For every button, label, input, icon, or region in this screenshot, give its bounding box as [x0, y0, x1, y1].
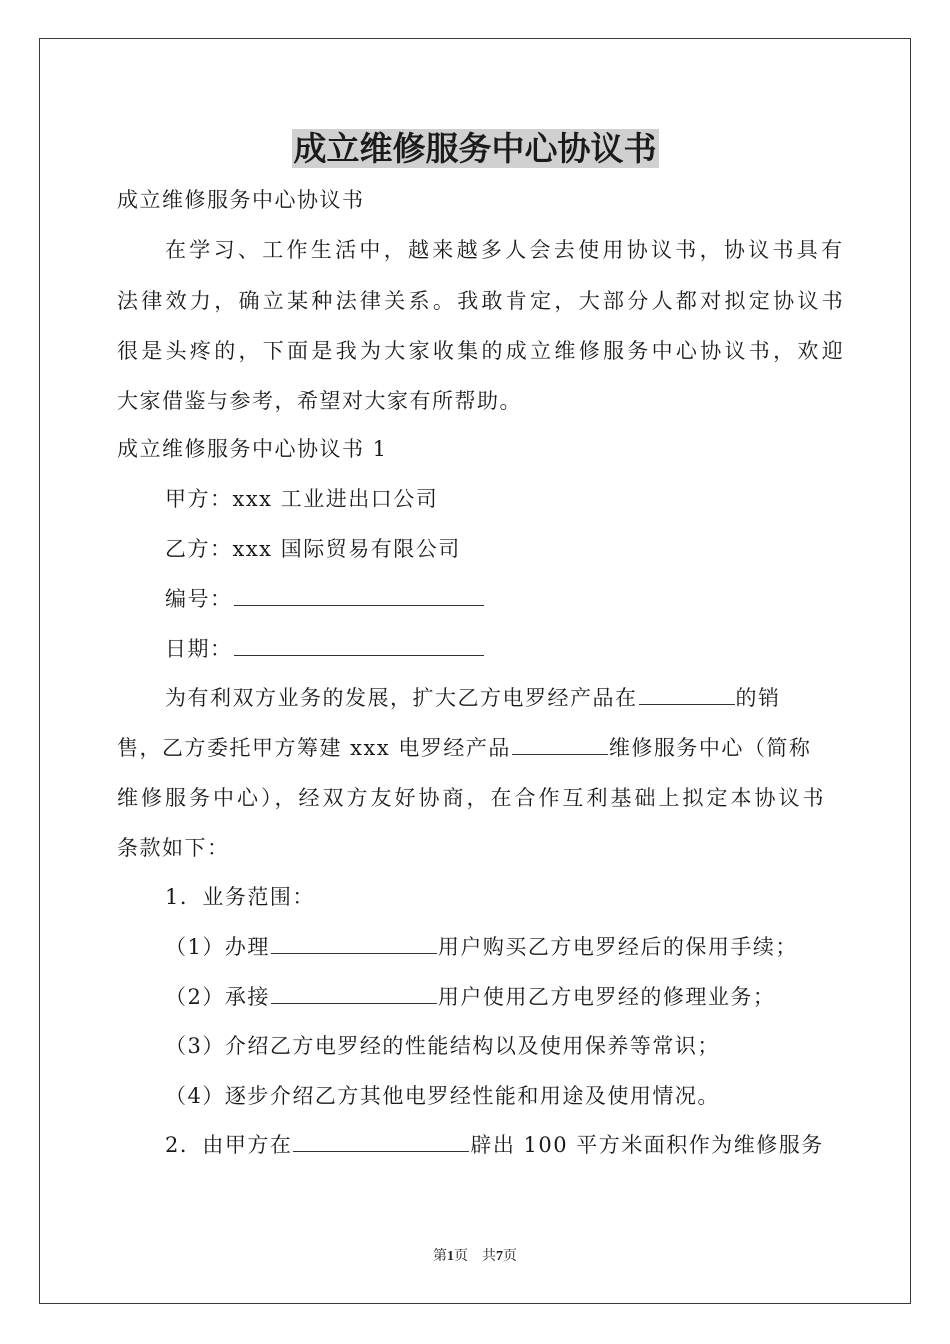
- scope-item-3: （3）介绍乙方电罗经的性能结构以及使用保养等常识；: [165, 1034, 720, 1058]
- para1-line-4: 条款如下：: [117, 836, 230, 860]
- scope-2-blank: [271, 983, 437, 1004]
- page-footer: 第1页 共7页: [433, 1249, 517, 1264]
- location-blank: [293, 1131, 469, 1152]
- page-border: [39, 38, 911, 1304]
- scope-item-4: （4）逐步介绍乙方其他电罗经性能和用途及使用情况。: [165, 1084, 720, 1108]
- intro-line-2: 法律效力，确立某种法律关系。我敢肯定，大部分人都对拟定协议书: [117, 289, 846, 313]
- number-label: 编号：: [165, 587, 233, 611]
- product-blank: [512, 734, 608, 755]
- intro-line-1: 在学习、工作生活中，越来越多人会去使用协议书，协议书具有: [165, 238, 846, 262]
- number-blank: [234, 585, 484, 606]
- party-b: 乙方：xxx 国际贸易有限公司: [165, 537, 461, 561]
- item-1-heading: 1．业务范围：: [165, 885, 315, 909]
- party-a: 甲方：xxx 工业进出口公司: [165, 487, 439, 511]
- region-blank: [639, 684, 735, 705]
- date-field: [165, 634, 485, 664]
- intro-line-3: 很是头疼的，下面是我为大家收集的成立维修服务中心协议书，欢迎: [117, 339, 846, 363]
- scope-item-2: （2）承接 用户使用乙方电罗经的修理业务；: [165, 985, 776, 1009]
- number-field: [165, 584, 485, 614]
- total-page-count: 7: [496, 1249, 503, 1264]
- para1-line-2: 售，乙方委托甲方筹建 xxx 电罗经产品 维修服务中心（简称: [117, 736, 812, 760]
- scope-1-blank: [271, 933, 437, 954]
- item-2-line: 2．由甲方在 辟出 100 平方米面积作为维修服务: [165, 1133, 824, 1157]
- scope-item-1: （1）办理 用户购买乙方电罗经后的保用手续；: [165, 935, 798, 959]
- date-label: 日期：: [165, 637, 233, 661]
- para1-line-1: 为有利双方业务的发展，扩大乙方电罗经产品在 的销: [165, 686, 781, 710]
- date-blank: [234, 635, 484, 656]
- para1-line-3: 维修服务中心），经双方友好协商，在合作互利基础上拟定本协议书: [117, 786, 827, 810]
- document-title: 成立维修服务中心协议书: [293, 129, 657, 168]
- document-subtitle: 成立维修服务中心协议书: [117, 188, 365, 212]
- section-heading: 成立维修服务中心协议书 1: [117, 437, 388, 461]
- intro-line-4: 大家借鉴与参考，希望对大家有所帮助。: [117, 389, 522, 413]
- current-page-number: 1: [447, 1249, 454, 1264]
